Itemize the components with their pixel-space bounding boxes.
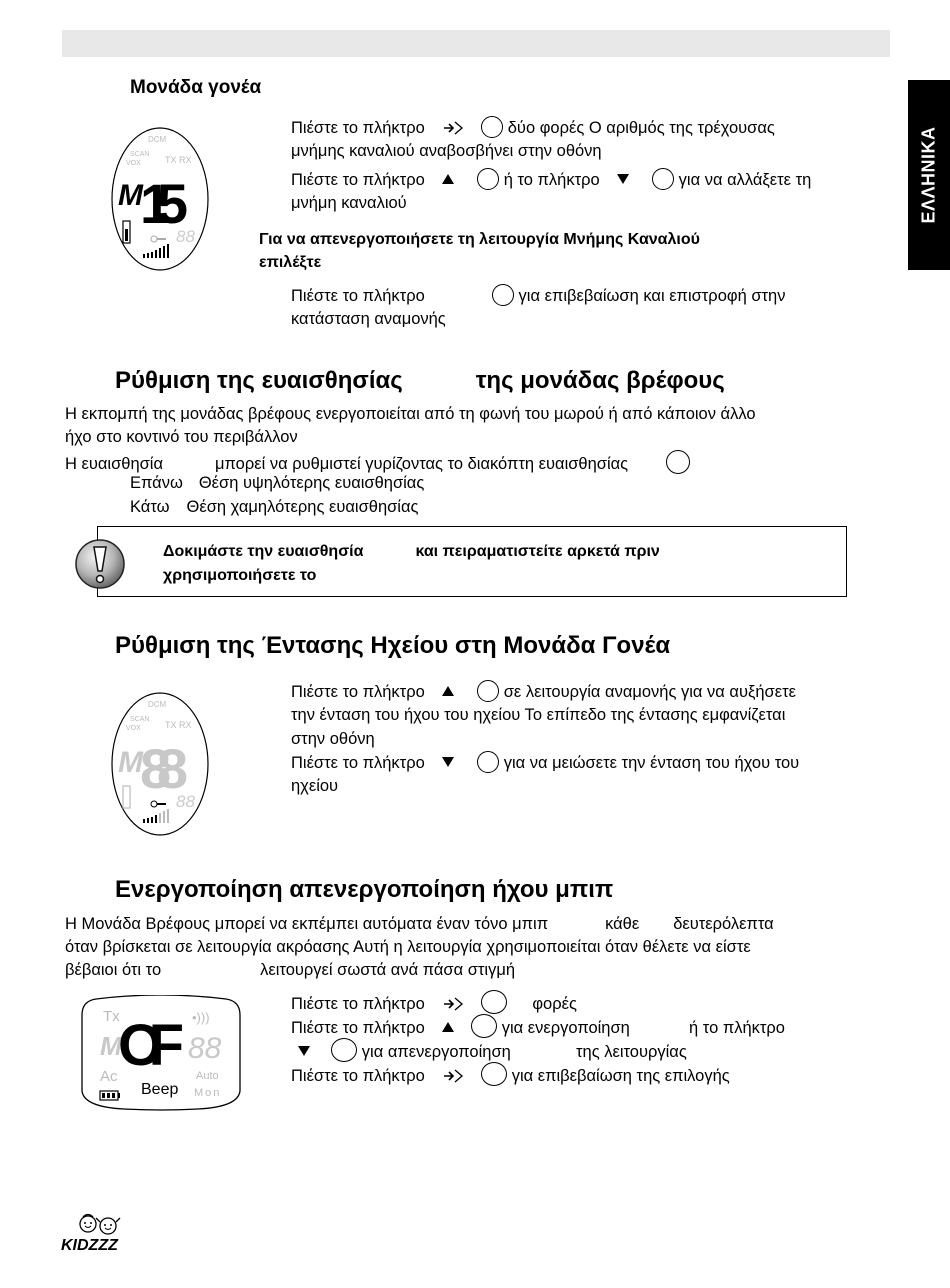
s2-down-line: Κάτω Θέση χαμηλότερης ευαισθησίας [130, 498, 419, 516]
menu-key-icon [442, 995, 464, 1013]
lcd-beep-label: Beep [141, 1081, 179, 1098]
s4-para3: βέβαιοι ότι το λειτουργεί σωστά ανά πάσα στιγμή [65, 961, 516, 979]
lcd-dcm-label: DCM [148, 700, 167, 709]
s2-para1: Η εκπομπή της μονάδας βρέφους ενεργοποιείται από τη φωνή του μωρού ή από κάποιον άλλο [65, 405, 756, 423]
s1-line6: κατάσταση αναμονής [291, 310, 446, 328]
menu-key-icon [442, 119, 464, 137]
lcd-auto-label: Auto [196, 1070, 219, 1082]
language-tab [908, 80, 950, 270]
lcd-txrx-label: TX RX [165, 155, 192, 165]
s1-bold-line2: επιλέξτε [259, 254, 322, 271]
lcd-channel-number: 15 [140, 172, 188, 235]
lcd-battery-icon [123, 786, 130, 808]
lcd-battery-icon [100, 1091, 120, 1100]
s3-line5: ηχείου [291, 777, 339, 795]
exclamation-icon [74, 538, 126, 590]
lcd-display-beep-icon [78, 995, 244, 1113]
lcd-small-number: 88 [176, 227, 195, 246]
s3-line4: Πιέστε το πλήκτρο για να μειώσετε την ένταση του ήχου του [291, 751, 799, 776]
key-circle-icon [331, 1038, 357, 1062]
lcd-txrx-label: TX RX [165, 720, 192, 730]
lcd-scan-label: SCAN [130, 716, 150, 723]
s2-para2: ήχο στο κοντινό του περιβάλλον [65, 428, 298, 446]
lcd-dcm-label: DCM [148, 135, 167, 144]
lcd-m-label: M [118, 746, 143, 779]
lcd-scan-label: SCAN [130, 151, 150, 158]
key-circle-icon [652, 168, 674, 190]
key-circle-icon [477, 680, 499, 702]
down-arrow-icon [617, 174, 629, 184]
note-line2: χρησιμοποιήσετε το [163, 567, 317, 584]
lcd-ac-label: Ac [100, 1068, 118, 1085]
lcd-mon-label: Mon [194, 1087, 222, 1099]
key-circle-icon [481, 1062, 507, 1086]
key-circle-icon [481, 116, 503, 138]
s1-line5: Πιέστε το πλήκτρο για επιβεβαίωση και επιστροφή στην [291, 284, 785, 309]
s4-line4: Πιέστε το πλήκτρο για επιβεβαίωση της επιλογής [291, 1062, 730, 1089]
section-title-parent-unit: Μονάδα γονέα [130, 77, 262, 98]
s1-line4: μνήμη καναλιού [291, 194, 407, 212]
key-circle-icon [477, 168, 499, 190]
lcd-small-number: 88 [176, 792, 195, 811]
up-arrow-icon [442, 686, 454, 696]
down-arrow-icon [442, 757, 454, 767]
key-circle-icon [492, 284, 514, 306]
lcd-vox-label: VOX [126, 725, 141, 732]
down-arrow-icon [298, 1046, 310, 1056]
s3-line2: την ένταση του ήχου του ηχείου Το επίπεδο της έντασης εμφανίζεται [291, 706, 786, 724]
s1-bold-line1: Για να απενεργοποιήσετε τη λειτουργία Μνήμης Καναλιού [259, 231, 700, 248]
s3-line1: Πιέστε το πλήκτρο σε λειτουργία αναμονής για να αυξήσετε [291, 680, 796, 705]
up-arrow-icon [442, 174, 454, 184]
section-title-speaker-volume: Ρύθμιση της Έντασης Ηχείου στη Μονάδα Γονέα [115, 632, 671, 659]
logo-text: KIDZZZ [61, 1237, 118, 1254]
s4-line2: Πιέστε το πλήκτρο για ενεργοποίηση ή το πλήκτρο [291, 1014, 785, 1041]
s1-line3: Πιέστε το πλήκτρο ή το πλήκτρο για να αλλάξετε τη [291, 168, 811, 193]
key-circle-icon [666, 450, 690, 474]
key-circle-icon [471, 1014, 497, 1038]
s2-para3: Η ευαισθησία μπορεί να ρυθμιστεί γυρίζοντας το διακόπτη ευαισθησίας [65, 450, 690, 477]
lcd-display-channel-icon [108, 125, 213, 273]
lcd-volume-bars-icon [143, 809, 169, 823]
lcd-display-volume-icon [108, 690, 213, 838]
s3-line3: στην οθόνη [291, 730, 375, 748]
s1-line1: Πιέστε το πλήκτρο δύο φορές Ο αριθμός της τρέχουσας [291, 116, 775, 141]
section-title-sensitivity: Ρύθμιση της ευαισθησίας της μονάδας βρέφους [115, 367, 725, 394]
s1-line2: μνήμης καναλιού αναβοσβήνει στην οθόνη [291, 142, 602, 160]
s4-para1: Η Μονάδα Βρέφους μπορεί να εκπέμπει αυτόματα έναν τόνο μπιπ κάθε δευτερόλεπτα [65, 915, 774, 933]
s4-line1: Πιέστε το πλήκτρο φορές [291, 990, 577, 1017]
key-circle-icon [481, 990, 507, 1014]
svg-text:•))): •))) [192, 1010, 210, 1025]
menu-key-icon [442, 1067, 464, 1085]
kidzzz-logo [58, 1212, 138, 1258]
lcd-m-label: M [100, 1031, 122, 1061]
key-circle-icon [477, 751, 499, 773]
lcd-m-label: M [118, 179, 143, 212]
lcd-small-number: 88 [188, 1032, 222, 1065]
s4-para2: όταν βρίσκεται σε λειτουργία ακρόασης Αυτή η λειτουργία χρησιμοποιείται όταν θέλετε να είστε [65, 938, 751, 956]
s4-line3: για απενεργοποίηση της λειτουργίας [298, 1038, 687, 1065]
lcd-vox-label: VOX [126, 160, 141, 167]
s2-up-line: Επάνω Θέση υψηλότερης ευαισθησίας [130, 474, 425, 492]
lcd-beep-state: OF [118, 1013, 184, 1078]
lcd-tx-label: Tx [103, 1008, 120, 1025]
lcd-volume-number: 88 [140, 737, 188, 800]
up-arrow-icon [442, 1022, 454, 1032]
note-line1: Δοκιμάστε την ευαισθησία και πειραματιστείτε αρκετά πριν [163, 543, 660, 560]
lcd-signal-bars-icon [143, 244, 169, 258]
language-tab-label: ΕΛΛΗΝΙΚΑ [918, 126, 939, 224]
header-bar [62, 30, 890, 57]
section-title-beep: Ενεργοποίηση απενεργοποίηση ήχου μπιπ [115, 876, 614, 903]
